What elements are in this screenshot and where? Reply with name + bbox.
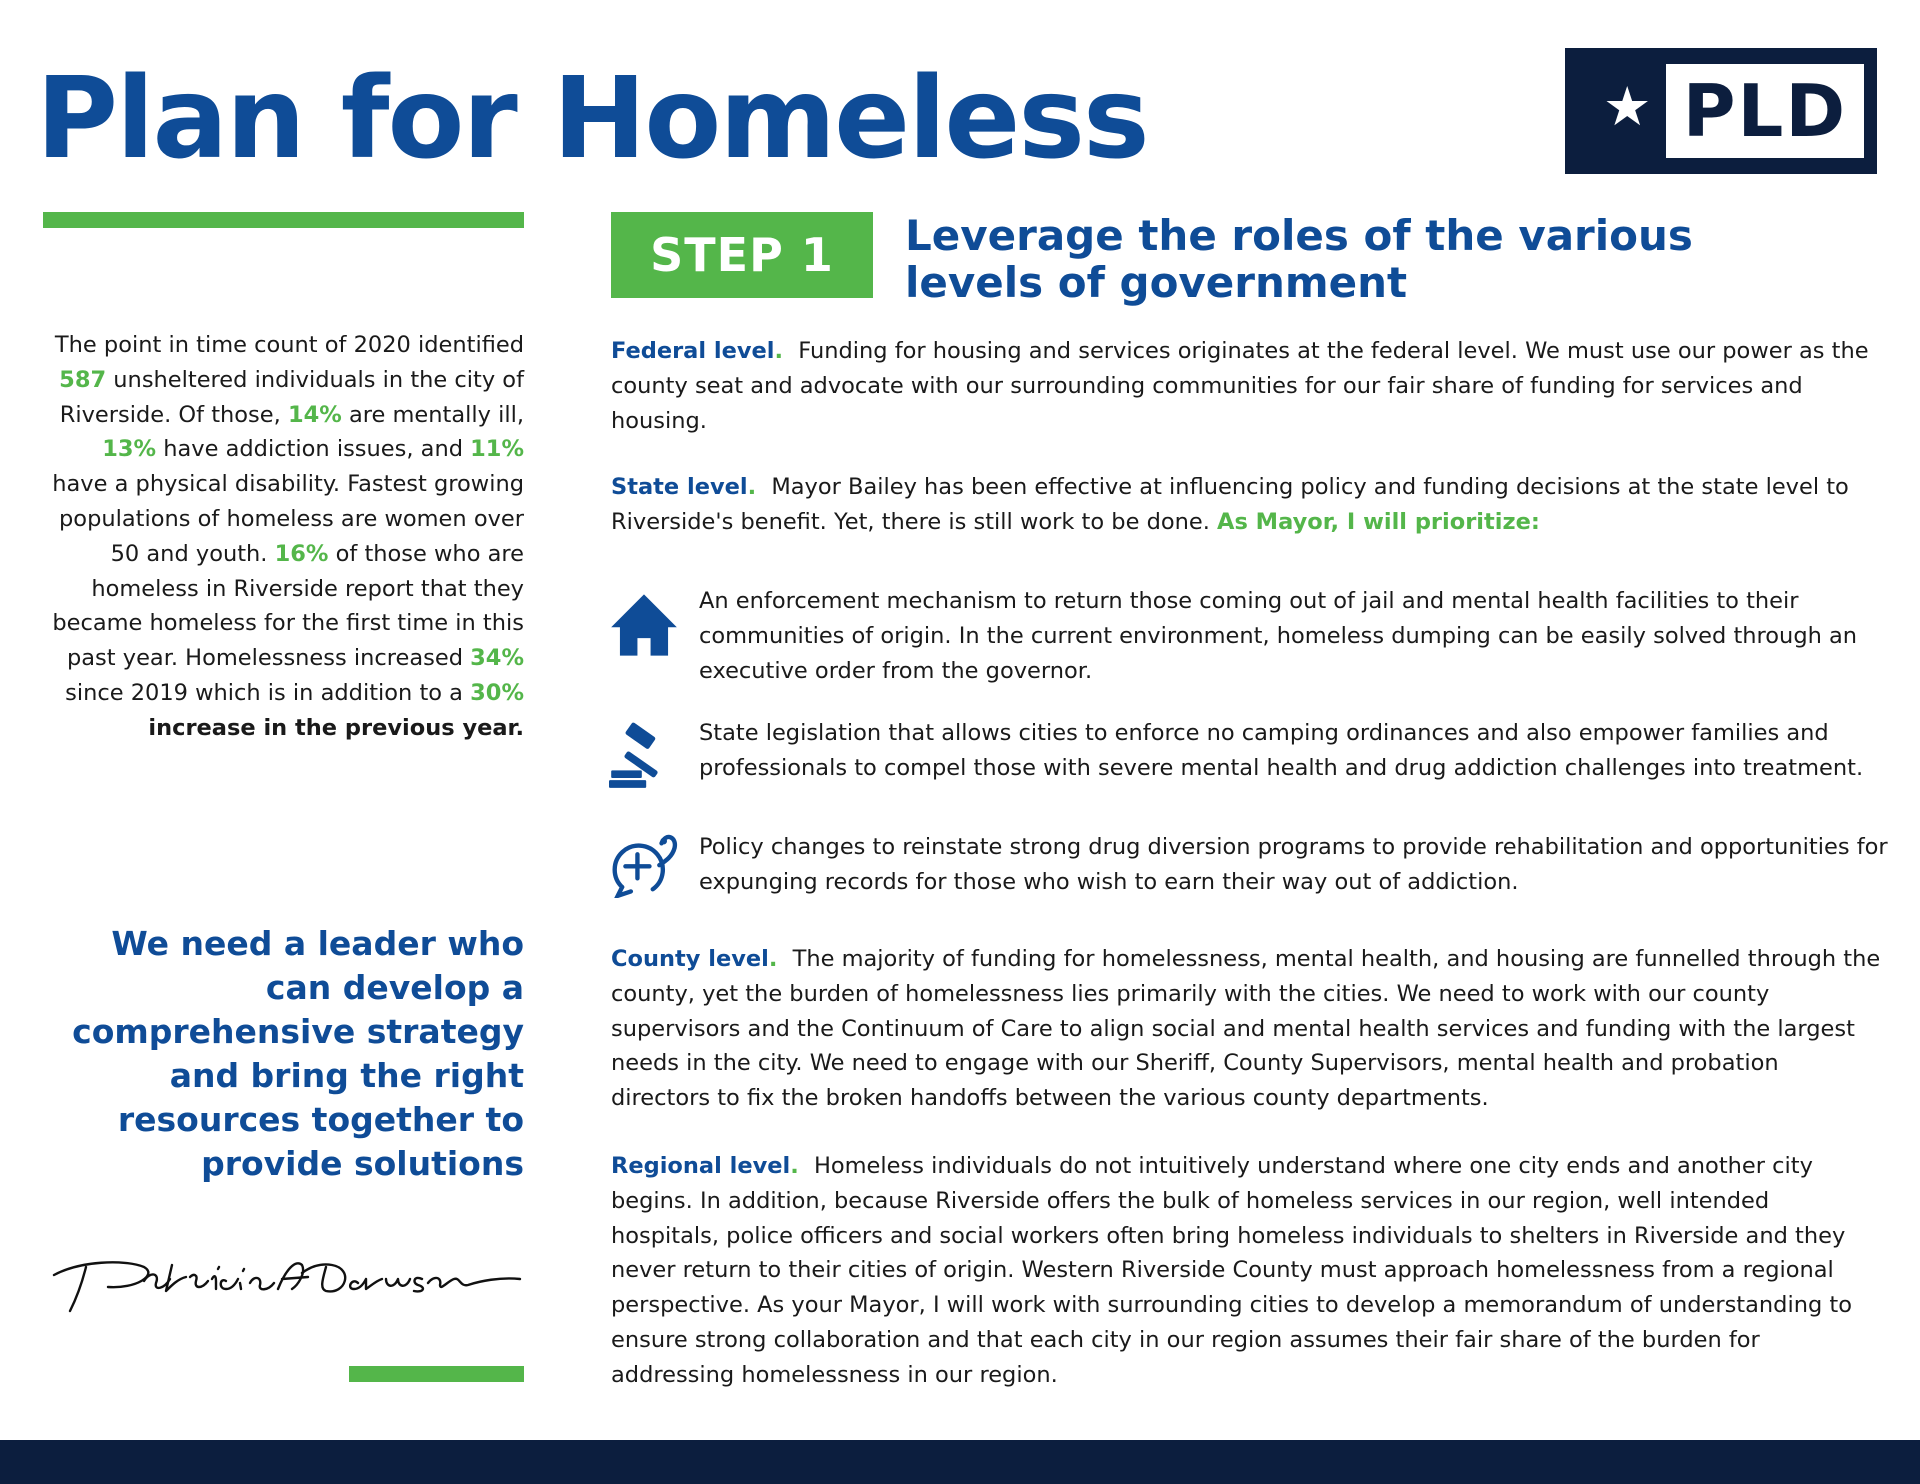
step-heading [905,212,1885,306]
regional-level-label: Regional level [611,1153,791,1179]
stat-increase-2019: 34% [470,645,524,672]
priority-text: An enforcement mechanism to return those coming out of jail and mental health facilities to their communities of origin. In the current environment, homeless dumping can be easily solved through an executive order from the governor. [699,588,1858,684]
state-level-emphasis: As Mayor, I will prioritize: [1217,508,1540,535]
leadership-quote: We need a leader who can develop a comprehensive strategy and bring the right resources together to provide solutions [72,924,524,1183]
footer-bar [0,1440,1920,1484]
star-icon: ★ [1603,75,1652,138]
stat-unsheltered: 587 [59,366,107,393]
pld-logo [1565,48,1877,174]
stat-first-time: 16% [274,540,329,567]
stat-mentally-ill: 14% [287,401,342,428]
intro-statistics: The point in time count of 2020 identified 587 unsheltered individuals in the city of Riverside. Of those, 14% are mentally ill, 13% have addiction issues, and 11% have a physical disability. Fastest growing populations of homeless are women over 50 and youth. 16% of those who are homeless in Riverside report that they became homeless for the first time in this past year. Homelessness increased 34% since 2019 which is in addition to a 30% increase in the previous year. [52,332,524,741]
house-icon [609,590,679,660]
signature [40,1245,524,1315]
step-heading-line1: Leverage the roles of the various [905,211,1693,260]
regional-level-text: Homeless individuals do not intuitively understand where one city ends and another city begins. In addition, because Riverside offers the bulk of homeless services in our region, well intended hospitals, police officers and social workers often bring homeless individuals to shelters in Riverside and they never return to their cities of origin. Western Riverside County must approach homelessness from a regional perspective. As your Mayor, I will work with surrounding cities to develop a memorandum of understanding to ensure strong collaboration and that each city in our region assumes their fair share of the burden for addressing homelessness in our region. [611,1153,1852,1388]
logo-text: PLD [1666,64,1864,158]
priority-text: State legislation that allows cities to enforce no camping ordinances and also empower families and professionals to compel those with severe mental health and drug addiction challenges into treatment. [699,720,1864,781]
medical-stethoscope-icon [609,828,679,898]
federal-level-paragraph: Federal level. Funding for housing and services originates at the federal level. We must use our power as the county seat and advocate with our surrounding communities for our fair share of funding for services and housing. [611,338,1869,434]
county-level-paragraph: County level. The majority of funding for homelessness, mental health, and housing are funnelled through the county, yet the burden of homelessness lies primarily with the cities. We need to work with our county supervisors and the Continuum of Care to align social and mental health services and funding with the largest needs in the city. We need to engage with our Sheriff, County Supervisors, mental health and probation directors to fix the broken handoffs between the various county departments. [611,946,1881,1112]
state-level-paragraph: State level. Mayor Bailey has been effective at influencing policy and funding decisions at the state level to Riverside's benefit. Yet, there is still work to be done. As Mayor, I will prioritize: [611,474,1849,535]
accent-bar-top [43,212,524,228]
page-title: Plan for Homeless [36,54,1148,184]
county-level-text: The majority of funding for homelessness, mental health, and housing are funnelled through the county, yet the burden of homelessness lies primarily with the cities. We need to work with our county supervisors and the Continuum of Care to align social and mental health services and funding with the largest needs in the city. We need to engage with our Sheriff, County Supervisors, mental health and probation directors to fix the broken handoffs between the various county departments. [611,946,1881,1112]
priority-text: Policy changes to reinstate strong drug diversion programs to provide rehabilitation and opportunities for expunging records for those who wish to earn their way out of addiction. [699,834,1888,895]
gavel-icon [609,720,679,790]
stat-disability: 11% [470,436,524,463]
federal-level-label: Federal level [611,338,775,364]
county-level-label: County level [611,946,769,972]
accent-bar-bottom [349,1366,524,1382]
stat-increase-previous: 30% [470,679,524,706]
stat-addiction: 13% [102,436,157,463]
regional-level-paragraph: Regional level. Homeless individuals do not intuitively understand where one city ends and another city begins. In addition, because Riverside offers the bulk of homeless services in our region, well intended hospitals, police officers and social workers often bring homeless individuals to shelters in Riverside and they never return to their cities of origin. Western Riverside County must approach homelessness from a regional perspective. As your Mayor, I will work with surrounding cities to develop a memorandum of understanding to ensure strong collaboration and that each city in our region assumes their fair share of the burden for addressing homelessness in our region. [611,1153,1852,1388]
state-level-label: State level [611,474,748,500]
federal-level-text: Funding for housing and services originates at the federal level. We must use our power as the county seat and advocate with our surrounding communities for our fair share of funding for services and housing. [611,338,1869,434]
state-level-text: Mayor Bailey has been effective at influencing policy and funding decisions at the state level to Riverside's benefit. Yet, there is still work to be done. [611,474,1849,535]
step-heading-line2: levels of government [905,258,1408,307]
step-badge: STEP 1 [611,212,873,298]
